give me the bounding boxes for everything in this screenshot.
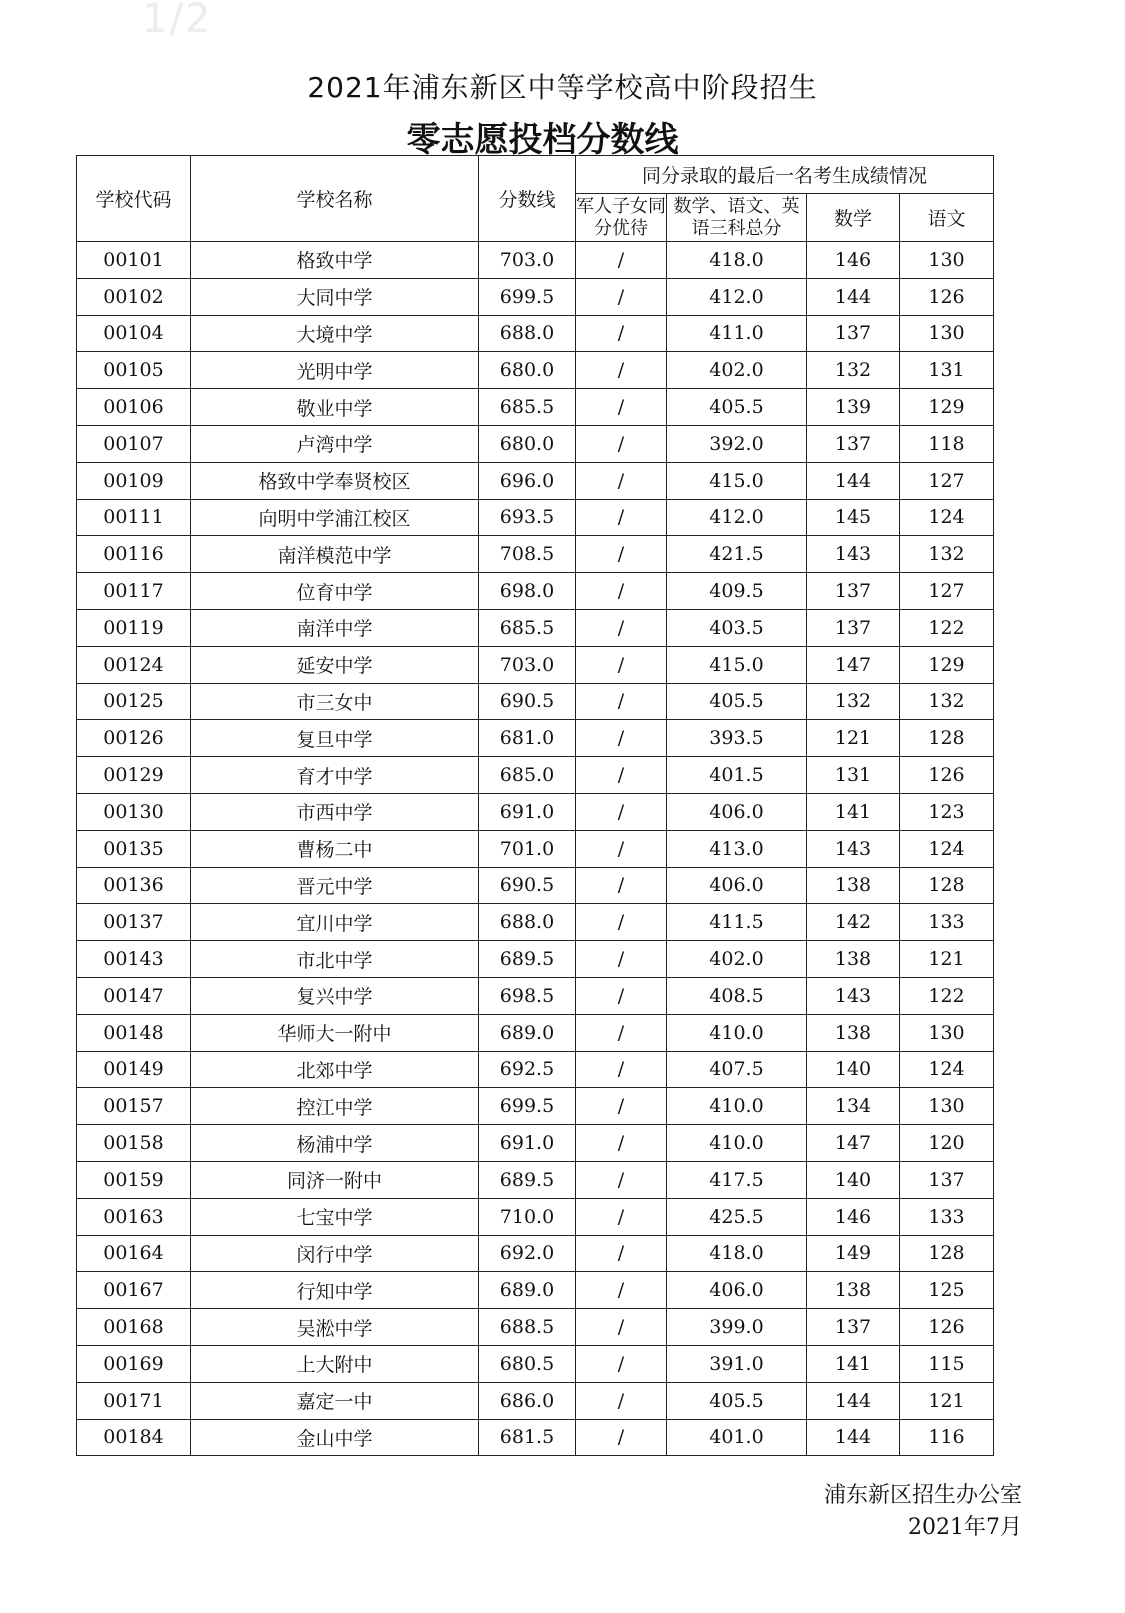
cell-military: / [576, 352, 667, 389]
cell-chinese: 121 [900, 941, 994, 978]
cell-military: / [576, 1088, 667, 1125]
cell-code: 00159 [77, 1161, 191, 1198]
cell-name: 宜川中学 [191, 904, 479, 941]
cell-code: 00109 [77, 462, 191, 499]
cell-code: 00158 [77, 1125, 191, 1162]
cell-score: 710.0 [479, 1198, 576, 1235]
cell-score: 708.5 [479, 536, 576, 573]
cell-chinese: 124 [900, 1051, 994, 1088]
cell-math: 142 [807, 904, 900, 941]
cell-math: 143 [807, 977, 900, 1014]
cell-score: 680.5 [479, 1345, 576, 1382]
cell-name: 市北中学 [191, 941, 479, 978]
cell-score: 690.5 [479, 867, 576, 904]
cell-chinese: 124 [900, 830, 994, 867]
table-row [77, 977, 994, 1014]
cell-chinese: 133 [900, 1198, 994, 1235]
cell-military: / [576, 904, 667, 941]
cell-math: 138 [807, 867, 900, 904]
table-row [77, 1235, 994, 1272]
cell-math: 132 [807, 683, 900, 720]
cell-total: 412.0 [667, 278, 807, 315]
cell-math: 144 [807, 1382, 900, 1419]
cell-military: / [576, 315, 667, 352]
cell-name: 南洋模范中学 [191, 536, 479, 573]
table-row [77, 499, 994, 536]
cell-score: 690.5 [479, 683, 576, 720]
cell-total: 406.0 [667, 867, 807, 904]
cell-name: 大同中学 [191, 278, 479, 315]
cell-military: / [576, 757, 667, 794]
cell-code: 00102 [77, 278, 191, 315]
table-row [77, 425, 994, 462]
cell-score: 681.5 [479, 1419, 576, 1456]
table-row [77, 389, 994, 426]
cell-math: 121 [807, 720, 900, 757]
cell-math: 132 [807, 352, 900, 389]
cell-military: / [576, 499, 667, 536]
cell-score: 686.0 [479, 1382, 576, 1419]
cell-math: 139 [807, 389, 900, 426]
cell-military: / [576, 1198, 667, 1235]
cell-score: 689.0 [479, 1272, 576, 1309]
cell-military: / [576, 941, 667, 978]
table-row [77, 830, 994, 867]
cell-chinese: 116 [900, 1419, 994, 1456]
cell-total: 412.0 [667, 499, 807, 536]
cell-chinese: 130 [900, 1014, 994, 1051]
table-row [77, 1419, 994, 1456]
cell-chinese: 132 [900, 536, 994, 573]
cell-total: 411.0 [667, 315, 807, 352]
table-row [77, 1051, 994, 1088]
cell-chinese: 126 [900, 757, 994, 794]
cell-name: 延安中学 [191, 646, 479, 683]
table-row [77, 720, 994, 757]
cell-total: 407.5 [667, 1051, 807, 1088]
header-tie-break-group: 同分录取的最后一名考生成绩情况 [576, 156, 994, 194]
cell-code: 00168 [77, 1309, 191, 1346]
cell-math: 131 [807, 757, 900, 794]
cell-score: 688.5 [479, 1309, 576, 1346]
score-table-body [77, 242, 994, 1456]
cell-score: 685.0 [479, 757, 576, 794]
cell-math: 149 [807, 1235, 900, 1272]
cell-code: 00125 [77, 683, 191, 720]
header-three-subject-total: 数学、语文、英语三科总分 [667, 194, 807, 242]
cell-code: 00107 [77, 425, 191, 462]
table-row [77, 904, 994, 941]
cell-math: 141 [807, 1345, 900, 1382]
cell-math: 138 [807, 1272, 900, 1309]
cell-chinese: 127 [900, 462, 994, 499]
cell-math: 146 [807, 242, 900, 279]
cell-code: 00157 [77, 1088, 191, 1125]
cell-math: 147 [807, 1125, 900, 1162]
cell-math: 140 [807, 1161, 900, 1198]
cell-math: 137 [807, 1309, 900, 1346]
cell-total: 393.5 [667, 720, 807, 757]
cell-military: / [576, 242, 667, 279]
cell-name: 控江中学 [191, 1088, 479, 1125]
cell-chinese: 137 [900, 1161, 994, 1198]
cell-military: / [576, 389, 667, 426]
cell-chinese: 122 [900, 977, 994, 1014]
cell-score: 692.5 [479, 1051, 576, 1088]
table-row [77, 352, 994, 389]
cell-total: 402.0 [667, 352, 807, 389]
cell-total: 410.0 [667, 1088, 807, 1125]
cell-math: 137 [807, 609, 900, 646]
cell-score: 693.5 [479, 499, 576, 536]
cell-score: 685.5 [479, 389, 576, 426]
cell-math: 143 [807, 536, 900, 573]
cell-score: 688.0 [479, 904, 576, 941]
cell-score: 692.0 [479, 1235, 576, 1272]
score-table [76, 155, 994, 1456]
cell-name: 市三女中 [191, 683, 479, 720]
cell-math: 140 [807, 1051, 900, 1088]
cell-chinese: 126 [900, 278, 994, 315]
cell-military: / [576, 1051, 667, 1088]
cell-total: 418.0 [667, 242, 807, 279]
cell-military: / [576, 1235, 667, 1272]
cell-total: 392.0 [667, 425, 807, 462]
cell-total: 415.0 [667, 646, 807, 683]
cell-score: 698.0 [479, 573, 576, 610]
cell-code: 00126 [77, 720, 191, 757]
cell-math: 144 [807, 1419, 900, 1456]
cell-code: 00124 [77, 646, 191, 683]
cell-chinese: 124 [900, 499, 994, 536]
table-row [77, 867, 994, 904]
cell-score: 691.0 [479, 1125, 576, 1162]
cell-score: 699.5 [479, 278, 576, 315]
cell-math: 137 [807, 573, 900, 610]
cell-total: 401.5 [667, 757, 807, 794]
cell-score: 689.0 [479, 1014, 576, 1051]
cell-code: 00143 [77, 941, 191, 978]
table-row [77, 941, 994, 978]
cell-military: / [576, 1419, 667, 1456]
cell-score: 681.0 [479, 720, 576, 757]
issue-date: 2021年7月 [908, 1515, 1022, 1540]
cell-score: 701.0 [479, 830, 576, 867]
table-row [77, 1309, 994, 1346]
table-row [77, 757, 994, 794]
cell-math: 144 [807, 278, 900, 315]
cell-total: 413.0 [667, 830, 807, 867]
table-row [77, 1125, 994, 1162]
table-row [77, 646, 994, 683]
cell-military: / [576, 720, 667, 757]
cell-chinese: 130 [900, 242, 994, 279]
cell-name: 杨浦中学 [191, 1125, 479, 1162]
cell-name: 格致中学奉贤校区 [191, 462, 479, 499]
cell-name: 行知中学 [191, 1272, 479, 1309]
cell-name: 华师大一附中 [191, 1014, 479, 1051]
header-cutoff-score: 分数线 [479, 156, 576, 242]
cell-code: 00167 [77, 1272, 191, 1309]
table-row [77, 683, 994, 720]
cell-name: 育才中学 [191, 757, 479, 794]
cell-code: 00101 [77, 242, 191, 279]
cell-total: 409.5 [667, 573, 807, 610]
cell-military: / [576, 867, 667, 904]
cell-score: 689.5 [479, 1161, 576, 1198]
cell-total: 421.5 [667, 536, 807, 573]
cell-total: 425.5 [667, 1198, 807, 1235]
cell-score: 703.0 [479, 242, 576, 279]
cell-name: 曹杨二中 [191, 830, 479, 867]
cell-score: 703.0 [479, 646, 576, 683]
cell-math: 141 [807, 793, 900, 830]
cell-math: 143 [807, 830, 900, 867]
cell-military: / [576, 1161, 667, 1198]
cell-code: 00136 [77, 867, 191, 904]
cell-name: 复兴中学 [191, 977, 479, 1014]
table-row [77, 1088, 994, 1125]
cell-code: 00164 [77, 1235, 191, 1272]
table-row [77, 278, 994, 315]
cell-total: 408.5 [667, 977, 807, 1014]
cell-chinese: 132 [900, 683, 994, 720]
header-math: 数学 [807, 194, 900, 242]
cell-chinese: 118 [900, 425, 994, 462]
cell-chinese: 125 [900, 1272, 994, 1309]
cell-name: 北郊中学 [191, 1051, 479, 1088]
cell-total: 401.0 [667, 1419, 807, 1456]
cell-math: 137 [807, 315, 900, 352]
cell-total: 405.5 [667, 389, 807, 426]
cell-code: 00106 [77, 389, 191, 426]
cell-chinese: 129 [900, 646, 994, 683]
cell-military: / [576, 462, 667, 499]
cell-military: / [576, 425, 667, 462]
cell-score: 685.5 [479, 609, 576, 646]
cell-military: / [576, 1125, 667, 1162]
cell-military: / [576, 683, 667, 720]
cell-name: 七宝中学 [191, 1198, 479, 1235]
cell-military: / [576, 1014, 667, 1051]
cell-military: / [576, 536, 667, 573]
cell-chinese: 130 [900, 315, 994, 352]
cell-math: 147 [807, 646, 900, 683]
cell-total: 391.0 [667, 1345, 807, 1382]
cell-chinese: 122 [900, 609, 994, 646]
issuer-office: 浦东新区招生办公室 [823, 1483, 1022, 1508]
table-row [77, 1161, 994, 1198]
cell-code: 00117 [77, 573, 191, 610]
cell-math: 144 [807, 462, 900, 499]
table-row [77, 793, 994, 830]
page-subtitle: 零志愿投档分数线 [406, 120, 679, 160]
table-row [77, 609, 994, 646]
cell-chinese: 128 [900, 867, 994, 904]
cell-name: 位育中学 [191, 573, 479, 610]
cell-military: / [576, 793, 667, 830]
cell-military: / [576, 1309, 667, 1346]
table-row [77, 1272, 994, 1309]
table-row [77, 1014, 994, 1051]
cell-military: / [576, 977, 667, 1014]
cell-score: 680.0 [479, 352, 576, 389]
cell-chinese: 130 [900, 1088, 994, 1125]
table-row [77, 1198, 994, 1235]
cell-name: 晋元中学 [191, 867, 479, 904]
cell-chinese: 120 [900, 1125, 994, 1162]
cell-chinese: 115 [900, 1345, 994, 1382]
page-number-watermark: 1/2 [142, 0, 213, 42]
cell-name: 金山中学 [191, 1419, 479, 1456]
cell-total: 418.0 [667, 1235, 807, 1272]
cell-code: 00105 [77, 352, 191, 389]
cell-total: 405.5 [667, 1382, 807, 1419]
table-row [77, 315, 994, 352]
cell-chinese: 128 [900, 720, 994, 757]
cell-code: 00148 [77, 1014, 191, 1051]
cell-total: 406.0 [667, 1272, 807, 1309]
cell-code: 00169 [77, 1345, 191, 1382]
cell-code: 00149 [77, 1051, 191, 1088]
cell-math: 145 [807, 499, 900, 536]
cell-military: / [576, 1382, 667, 1419]
cell-code: 00147 [77, 977, 191, 1014]
cell-math: 146 [807, 1198, 900, 1235]
cell-code: 00111 [77, 499, 191, 536]
cell-name: 大境中学 [191, 315, 479, 352]
cell-code: 00104 [77, 315, 191, 352]
cell-score: 689.5 [479, 941, 576, 978]
cell-code: 00119 [77, 609, 191, 646]
cell-code: 00130 [77, 793, 191, 830]
cell-score: 696.0 [479, 462, 576, 499]
cell-total: 410.0 [667, 1014, 807, 1051]
cell-name: 复旦中学 [191, 720, 479, 757]
cell-math: 138 [807, 1014, 900, 1051]
cell-code: 00137 [77, 904, 191, 941]
table-row [77, 462, 994, 499]
cell-chinese: 121 [900, 1382, 994, 1419]
table-row [77, 1382, 994, 1419]
cell-total: 406.0 [667, 793, 807, 830]
cell-military: / [576, 609, 667, 646]
cell-chinese: 131 [900, 352, 994, 389]
cell-code: 00116 [77, 536, 191, 573]
cell-chinese: 133 [900, 904, 994, 941]
cell-name: 上大附中 [191, 1345, 479, 1382]
cell-math: 134 [807, 1088, 900, 1125]
header-military-priority: 军人子女同分优待 [576, 194, 667, 242]
table-row [77, 1345, 994, 1382]
cell-military: / [576, 646, 667, 683]
cell-total: 415.0 [667, 462, 807, 499]
header-chinese: 语文 [900, 194, 994, 242]
cell-code: 00129 [77, 757, 191, 794]
cell-military: / [576, 1272, 667, 1309]
cell-total: 403.5 [667, 609, 807, 646]
page-title: 2021年浦东新区中等学校高中阶段招生 [307, 71, 818, 104]
cell-total: 411.5 [667, 904, 807, 941]
cell-score: 688.0 [479, 315, 576, 352]
cell-score: 699.5 [479, 1088, 576, 1125]
cell-code: 00171 [77, 1382, 191, 1419]
header-school-name: 学校名称 [191, 156, 479, 242]
cell-name: 光明中学 [191, 352, 479, 389]
header-school-code: 学校代码 [77, 156, 191, 242]
cell-score: 698.5 [479, 977, 576, 1014]
cell-total: 417.5 [667, 1161, 807, 1198]
table-row [77, 242, 994, 279]
cell-math: 137 [807, 425, 900, 462]
cell-name: 市西中学 [191, 793, 479, 830]
cell-chinese: 129 [900, 389, 994, 426]
cell-name: 嘉定一中 [191, 1382, 479, 1419]
cell-name: 吴淞中学 [191, 1309, 479, 1346]
cell-score: 691.0 [479, 793, 576, 830]
table-row [77, 573, 994, 610]
cell-name: 闵行中学 [191, 1235, 479, 1272]
cell-chinese: 128 [900, 1235, 994, 1272]
cell-military: / [576, 830, 667, 867]
cell-chinese: 126 [900, 1309, 994, 1346]
cell-code: 00135 [77, 830, 191, 867]
cell-name: 向明中学浦江校区 [191, 499, 479, 536]
cell-military: / [576, 573, 667, 610]
cell-code: 00163 [77, 1198, 191, 1235]
cell-name: 南洋中学 [191, 609, 479, 646]
cell-total: 410.0 [667, 1125, 807, 1162]
cell-score: 680.0 [479, 425, 576, 462]
cell-chinese: 127 [900, 573, 994, 610]
cell-name: 卢湾中学 [191, 425, 479, 462]
cell-name: 格致中学 [191, 242, 479, 279]
cell-total: 399.0 [667, 1309, 807, 1346]
cell-military: / [576, 1345, 667, 1382]
cell-name: 同济一附中 [191, 1161, 479, 1198]
cell-code: 00184 [77, 1419, 191, 1456]
cell-total: 402.0 [667, 941, 807, 978]
table-row [77, 536, 994, 573]
cell-name: 敬业中学 [191, 389, 479, 426]
cell-military: / [576, 278, 667, 315]
cell-total: 405.5 [667, 683, 807, 720]
cell-math: 138 [807, 941, 900, 978]
cell-chinese: 123 [900, 793, 994, 830]
